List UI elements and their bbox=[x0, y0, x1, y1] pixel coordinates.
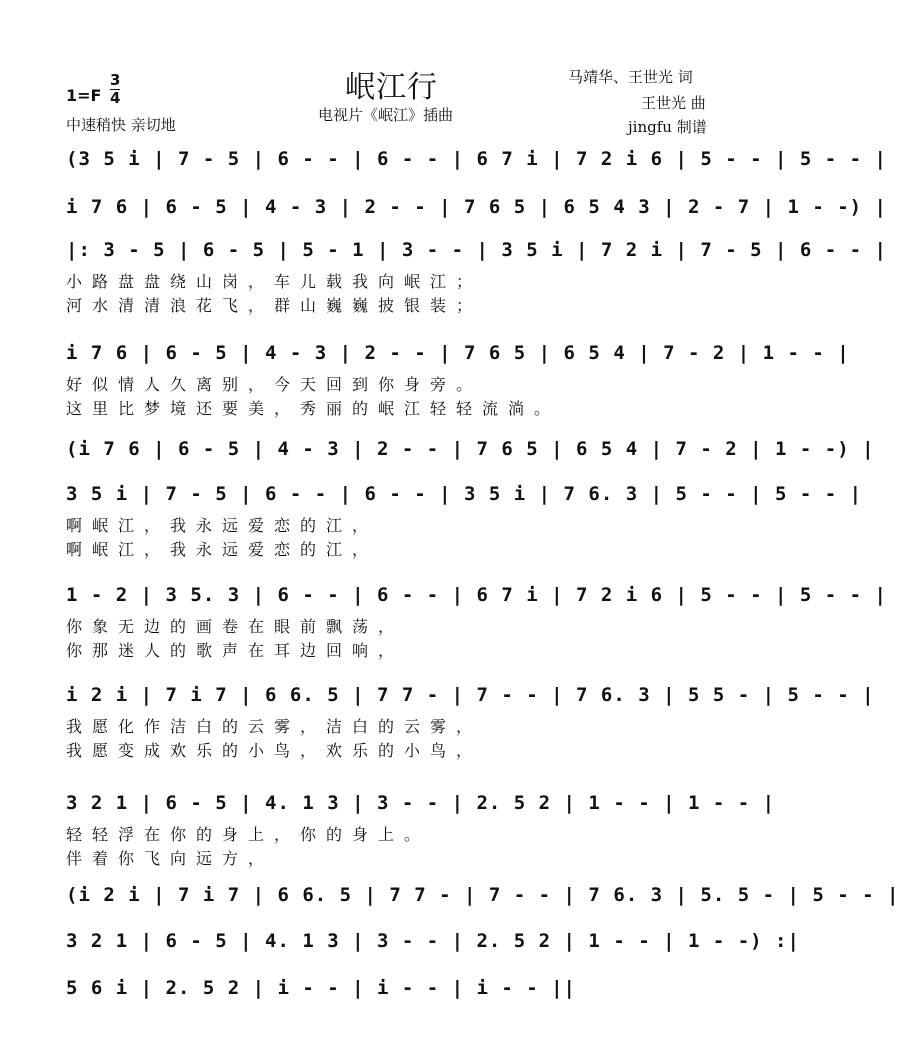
score-system bbox=[66, 340, 850, 366]
notation-line: 3 2 1 | 6 - 5 | 4. 1 3 | 3 - - | 2. 5 2 | 1 - - | 1 - - | bbox=[66, 792, 776, 814]
notation-line: |: 3 - 5 | 6 - 5 | 5 - 1 | 3 - - | 3 5 i | 7 2 i | 7 - 5 | 6 - - | bbox=[66, 239, 887, 261]
notation-line: 3 2 1 | 6 - 5 | 4. 1 3 | 3 - - | 2. 5 2 | 1 - - | 1 - -) :| bbox=[66, 930, 800, 952]
lyric-line: 啊岷江，我永远爱恋的江， bbox=[66, 540, 379, 559]
notation-line: 3 5 i | 7 - 5 | 6 - - | 6 - - | 3 5 i | 7 6. 3 | 5 - - | 5 - - | bbox=[66, 483, 863, 505]
lyric-line: 伴着你飞向远方， bbox=[66, 849, 275, 868]
lyric-line: 你那迷人的歌声在耳边回响， bbox=[66, 641, 405, 660]
notation-line: 1 - 2 | 3 5. 3 | 6 - - | 6 - - | 6 7 i | 7 2 i 6 | 5 - - | 5 - - | bbox=[66, 584, 887, 606]
score-system bbox=[66, 790, 776, 816]
lyric-line: 河水清清浪花飞，群山巍巍披银装； bbox=[66, 296, 483, 315]
lyric-line: 你象无边的画卷在眼前飘荡， bbox=[66, 617, 405, 636]
song-title: 岷江行 bbox=[345, 70, 438, 105]
lyric-line: 我愿变成欢乐的小鸟，欢乐的小鸟， bbox=[66, 741, 483, 760]
score-system bbox=[66, 481, 863, 507]
notation-line: (3 5 i | 7 - 5 | 6 - - | 6 - - | 6 7 i | 7 2 i 6 | 5 - - | 5 - - | bbox=[66, 148, 887, 170]
meter-bottom: 4 bbox=[110, 89, 121, 107]
notation-line: i 7 6 | 6 - 5 | 4 - 3 | 2 - - | 7 6 5 | 6 5 4 3 | 2 - 7 | 1 - -) | bbox=[66, 196, 887, 218]
lyric-line: 小路盘盘绕山岗，车儿载我向岷江； bbox=[66, 272, 483, 291]
score-system bbox=[66, 582, 887, 608]
composer-credit: 王世光 曲 bbox=[641, 94, 706, 112]
notation-line: (i 2 i | 7 i 7 | 6 6. 5 | 7 7 - | 7 - - | 7 6. 3 | 5. 5 - | 5 - - | bbox=[66, 884, 899, 906]
key-signature: 1=F bbox=[66, 86, 102, 105]
arranger-credit: jingfu 制谱 bbox=[628, 118, 707, 136]
score-system bbox=[66, 975, 746, 1001]
lyric-line: 轻轻浮在你的身上，你的身上。 bbox=[66, 825, 431, 844]
score-system bbox=[66, 237, 887, 263]
lyric-line: 啊岷江，我永远爱恋的江， bbox=[66, 516, 379, 535]
score-system bbox=[66, 146, 887, 172]
lyric-line: 好似情人久离别，今天回到你身旁。 bbox=[66, 375, 483, 394]
notation-line: 5 6 i | 2. 5 2 | i - - | i - - | i - - || bbox=[66, 977, 576, 999]
score-system bbox=[66, 436, 875, 462]
tempo-marking: 中速稍快 亲切地 bbox=[66, 116, 176, 134]
time-signature bbox=[110, 72, 120, 107]
notation-line: (i 7 6 | 6 - 5 | 4 - 3 | 2 - - | 7 6 5 | 6 5 4 | 7 - 2 | 1 - -) | bbox=[66, 438, 875, 460]
lyricist-credit: 马靖华、王世光 词 bbox=[568, 68, 693, 86]
song-subtitle: 电视片《岷江》插曲 bbox=[318, 106, 454, 124]
lyric-line: 我愿化作洁白的云雾，洁白的云雾， bbox=[66, 717, 483, 736]
notation-line: i 7 6 | 6 - 5 | 4 - 3 | 2 - - | 7 6 5 | 6 5 4 | 7 - 2 | 1 - - | bbox=[66, 342, 850, 364]
score-system bbox=[66, 882, 899, 908]
notation-line: i 2 i | 7 i 7 | 6 6. 5 | 7 7 - | 7 - - | 7 6. 3 | 5 5 - | 5 - - | bbox=[66, 684, 875, 706]
score-system bbox=[66, 682, 875, 708]
score-system bbox=[66, 194, 887, 220]
meter-top: 3 bbox=[110, 71, 121, 89]
lyric-line: 这里比梦境还要美，秀丽的岷江轻轻流淌。 bbox=[66, 399, 561, 418]
score-system bbox=[66, 928, 800, 954]
